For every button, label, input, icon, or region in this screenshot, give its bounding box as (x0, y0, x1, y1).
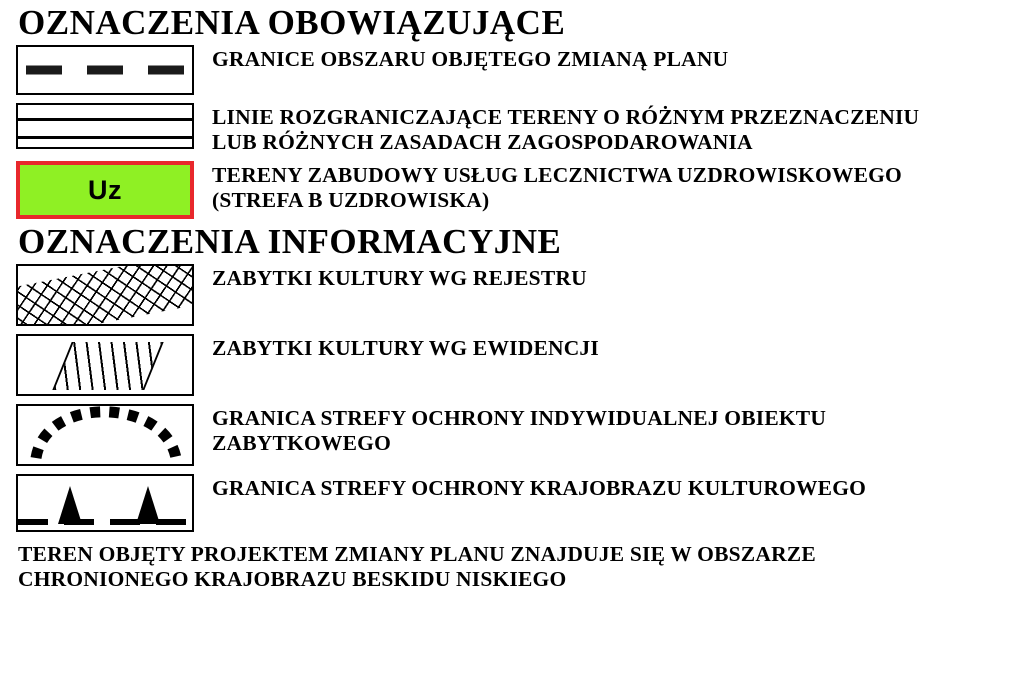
legend-symbol-container (16, 474, 194, 532)
dash-segment (87, 66, 123, 75)
legend-label-line-1: GRANICA STREFY OCHRONY INDYWIDUALNEJ OBIEKTU (212, 406, 827, 430)
dotted-arc-svg (18, 406, 194, 466)
line-top (16, 118, 194, 121)
legend-symbol-container (16, 45, 194, 95)
section-title-informacyjne: OZNACZENIA INFORMACYJNE (18, 222, 562, 261)
legend-label-line-2: ZABYTKOWEGO (212, 431, 392, 455)
legend-label-strefa-indywidualna (194, 404, 826, 456)
legend-row-linie-rozgraniczajace (6, 103, 1022, 155)
legend-row-uz (6, 161, 1022, 219)
triangles-dashed-line-icon (16, 474, 194, 532)
legend-symbol-container (16, 404, 194, 466)
legend-symbol-container (16, 264, 194, 326)
legend-label-strefa-krajobrazu: GRANICA STREFY OCHRONY KRAJOBRAZU KULTUROWEGO (212, 476, 867, 500)
legend-row-zabytki-rejestr (6, 264, 1022, 326)
legend-footnote (6, 532, 1022, 592)
legend-label-uz (194, 161, 902, 213)
legend-label-granice-obszaru: GRANICE OBSZARU OBJĘTEGO ZMIANĄ PLANU (212, 47, 729, 71)
legend-row-strefa-indywidualna (6, 404, 1022, 466)
dotted-arc-icon (16, 404, 194, 466)
diagonal-hatched-parallelogram-icon (16, 334, 194, 396)
legend-symbol-container (16, 103, 194, 149)
footnote-line-2: CHRONIONEGO KRAJOBRAZU BESKIDU NISKIEGO (18, 567, 567, 591)
legend-symbol-container (16, 161, 194, 219)
cross-hatched-band-icon (16, 264, 194, 326)
uz-code-label: Uz (88, 174, 122, 205)
dash-segment (26, 66, 62, 75)
footnote-line-1: TEREN OBJĘTY PROJEKTEM ZMIANY PLANU ZNAJDUJE SIĘ W OBSZARZE (18, 542, 816, 566)
dash-segment (148, 66, 184, 75)
double-parallel-line-icon (16, 103, 194, 149)
legend-label-linie-rozgraniczajace (194, 103, 919, 155)
legend-label-zabytki-rejestr: ZABYTKI KULTURY WG REJESTRU (212, 266, 587, 290)
legend-label-line-1: TERENY ZABUDOWY USŁUG LECZNICTWA UZDROWISKOWEGO (212, 163, 902, 187)
hatch-band (16, 264, 194, 326)
triangles-svg (18, 476, 194, 532)
green-box-red-border-icon (16, 161, 194, 219)
legend-row-granice-obszaru (6, 45, 1022, 95)
legend-row-zabytki-ewidencja (6, 334, 1022, 396)
hatch-parallelogram (52, 342, 163, 390)
section-title-obowiazujace: OZNACZENIA OBOWIĄZUJĄCE (18, 3, 566, 42)
line-bottom (16, 136, 194, 139)
legend-row-strefa-krajobrazu (6, 474, 1022, 532)
legend-label-zabytki-ewidencja: ZABYTKI KULTURY WG EWIDENCJI (212, 336, 599, 360)
dashed-boundary-line-icon (16, 45, 194, 95)
legend-label-line-2: LUB RÓŻNYCH ZASADACH ZAGOSPODAROWANIA (212, 130, 753, 154)
legend-symbol-container (16, 334, 194, 396)
legend-label-line-1: LINIE ROZGRANICZAJĄCE TERENY O RÓŻNYM PRZEZNACZENIU (212, 105, 920, 129)
legend-label-line-2: (STREFA B UZDROWISKA) (212, 188, 490, 212)
